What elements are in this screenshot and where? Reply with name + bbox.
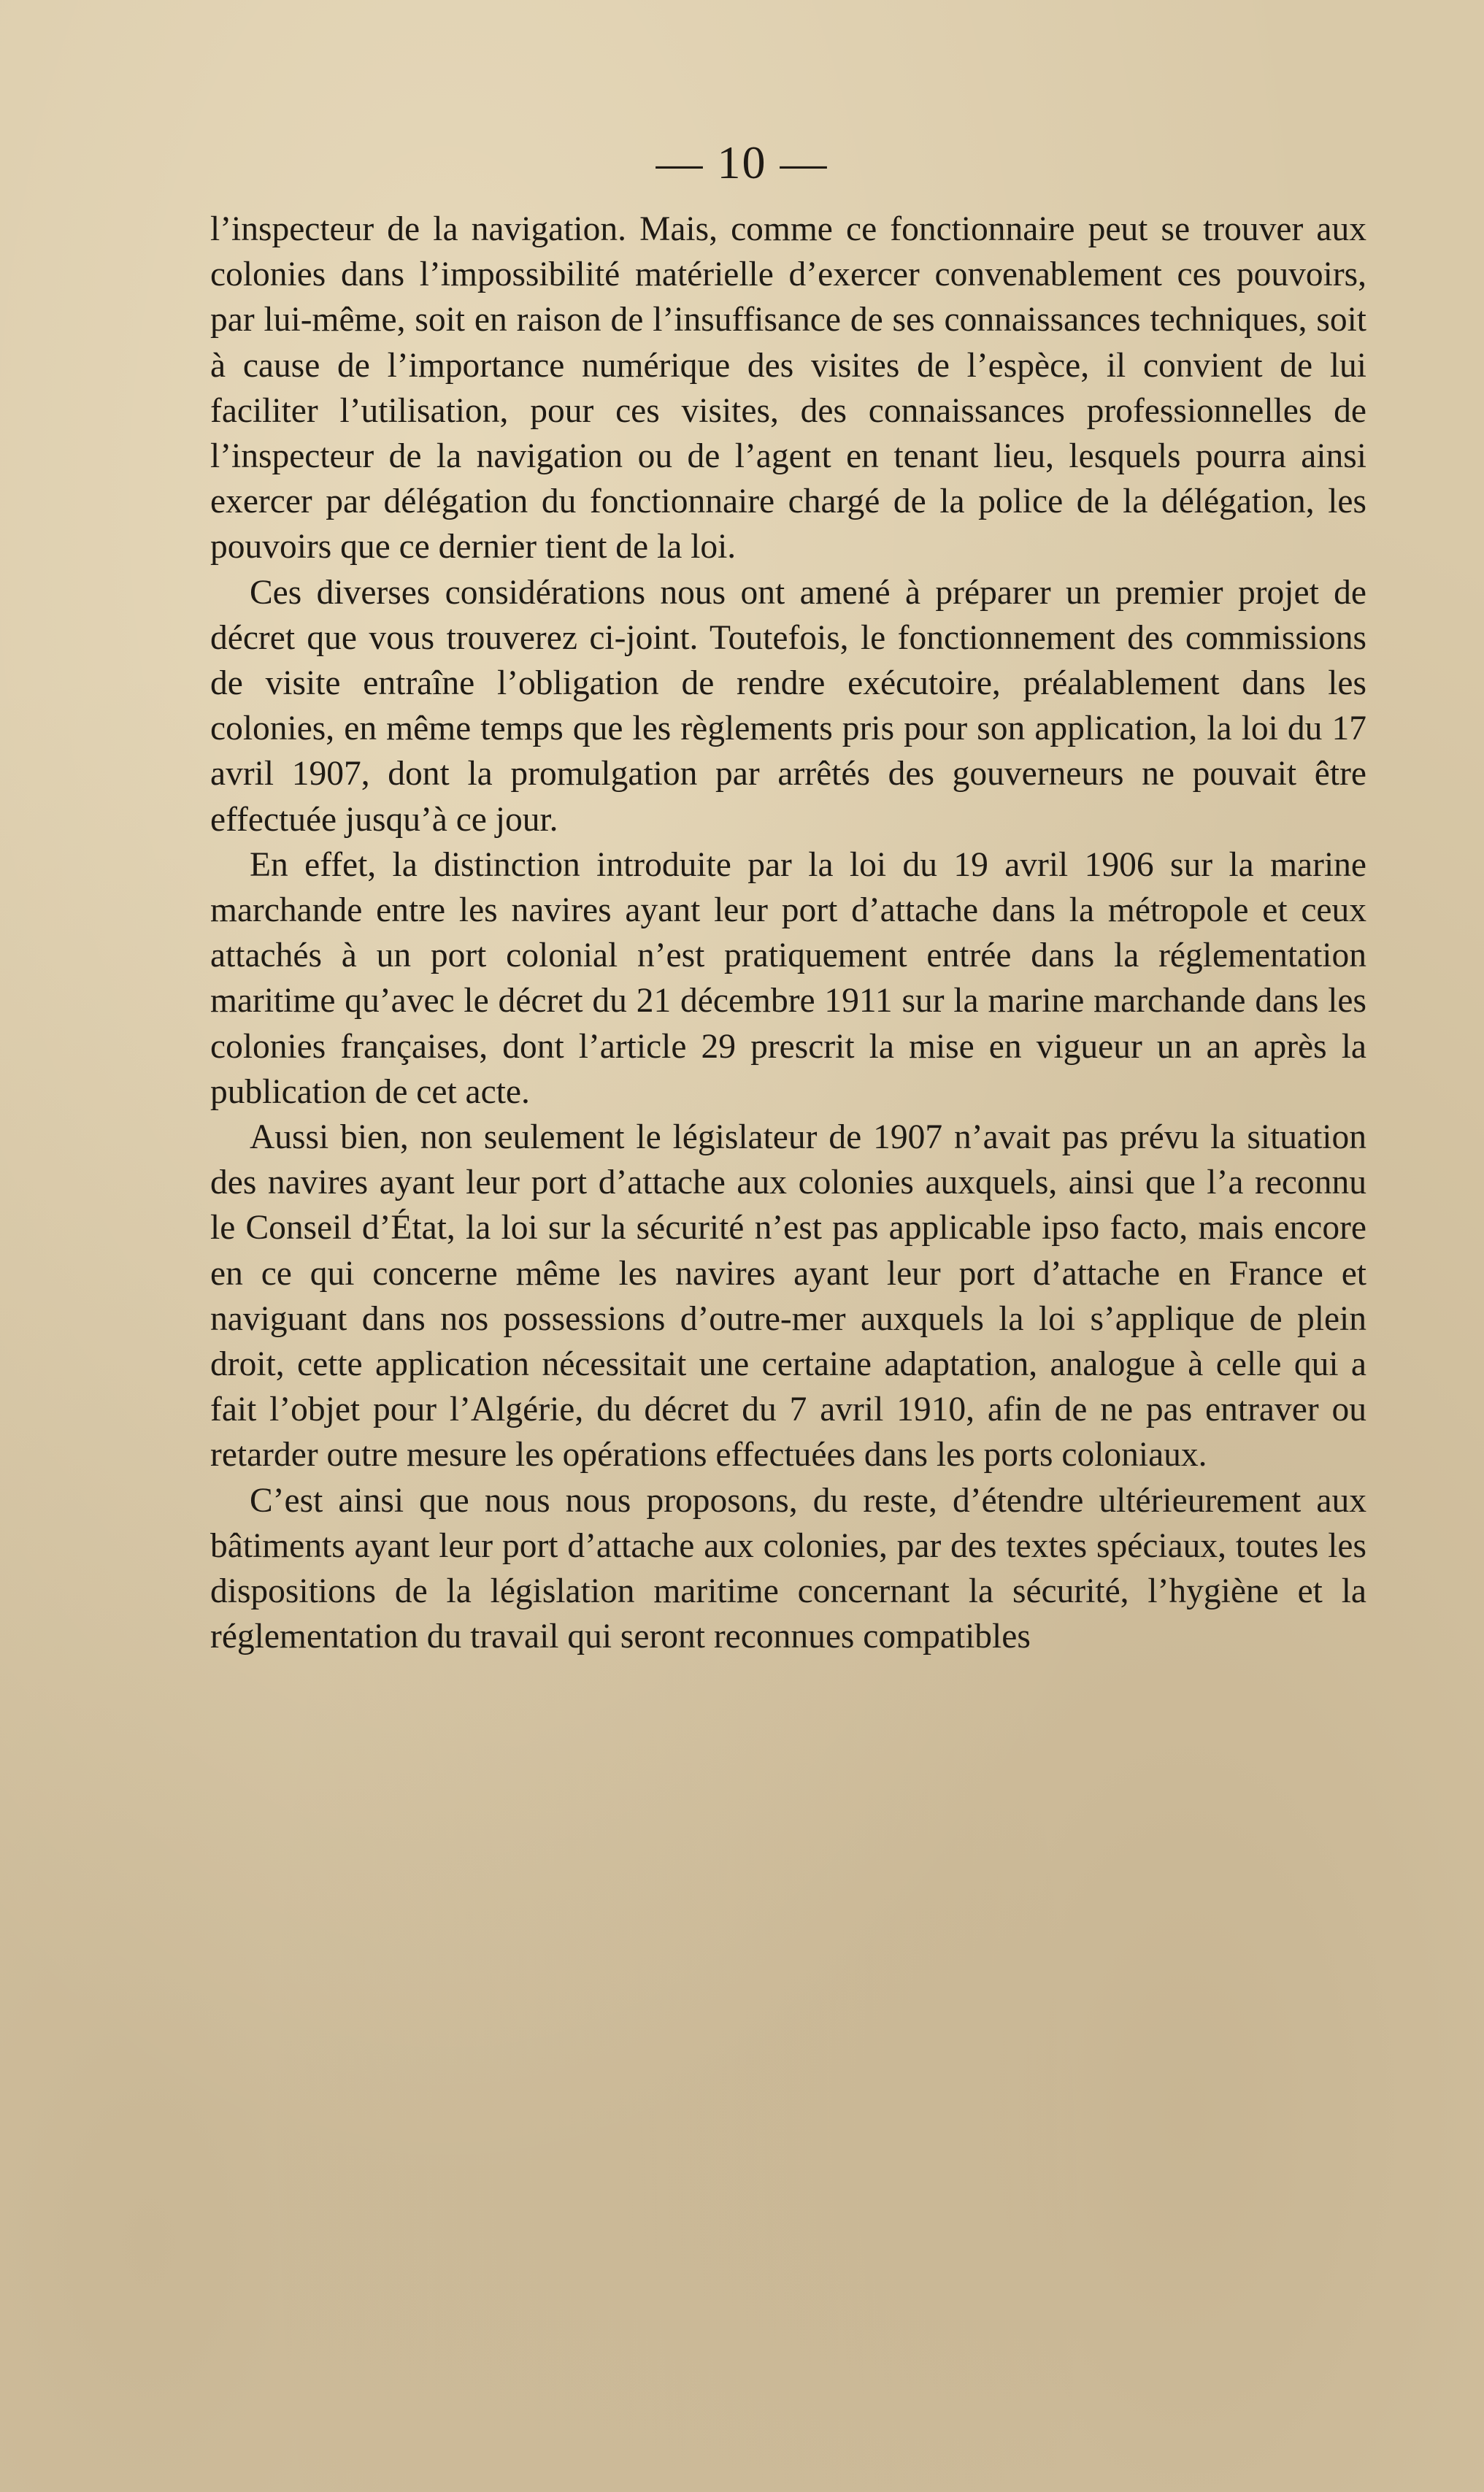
paragraph-4: Aussi bien, non seulement le législateur de 1907 n’avait pas prévu la situation des navires ayant leur port d’attache aux colonies auxquels, ainsi que l’a reconnu le Conseil d’État, la loi sur la sécurité n’est pas applicable ipso facto, mais encore en ce qui concerne même les navires ayant leur port d’attache en France et naviguant dans nos possessions d’outre-mer auxquels la loi s’applique de plein droit, cette application nécessitait une certaine adaptation, analogue à celle qui a fait l’objet pour l’Algérie, du décret du 7 avril 1910, afin de ne pas entraver ou retarder outre mesure les opérations effectuées dans les ports coloniaux. [210,1118,1366,1474]
paragraph-2: Ces diverses considérations nous ont amené à préparer un premier projet de décret que vous trouverez ci-joint. Toutefois, le fonctionnement des commissions de visite entraîne l’obligation de rendre exécutoire, préalablement dans les colonies, en même temps que les règlements pris pour son application, la loi du 17 avril 1907, dont la promulgation par arrêtés des gouverneurs ne pouvait être effectuée jusqu’à ce jour. [210,573,1366,839]
paragraph-1: l’inspecteur de la navigation. Mais, comme ce fonctionnaire peut se trouver aux colonies dans l’impossibilité matérielle d’exercer convenablement ces pouvoirs, par lui-même, soit en raison de l’insuffisance de ses connaissances techniques, soit à cause de l’importance numérique des visites de l’espèce, il convient de lui faciliter l’utilisation, pour ces visites, des connaissances professionnelles de l’inspecteur de la navigation ou de l’agent en tenant lieu, lesquels pourra ainsi exercer par délégation du fonctionnaire chargé de la police de la délégation, les pouvoirs que ce dernier tient de la loi. [210,210,1366,566]
paragraph-3: En effet, la distinction introduite par la loi du 19 avril 1906 sur la marine marchande entre les navires ayant leur port d’attache dans la métropole et ceux attachés à un port colonial n’est pratiquement entrée dans la réglementation maritime qu’avec le décret du 21 décembre 1911 sur la marine marchande dans les colonies françaises, dont l’article 29 prescrit la mise en vigueur un an après la publication de cet acte. [210,845,1366,1111]
page-number: — 10 — [656,136,828,188]
body-text [210,207,1366,1660]
paragraph-5: C’est ainsi que nous nous proposons, du reste, d’étendre ultérieurement aux bâtiments ayant leur port d’attache aux colonies, par des textes spéciaux, toutes les dispositions de la législation maritime concernant la sécurité, l’hygiène et la réglementation du travail qui seront reconnues compatibles [210,1481,1366,1656]
